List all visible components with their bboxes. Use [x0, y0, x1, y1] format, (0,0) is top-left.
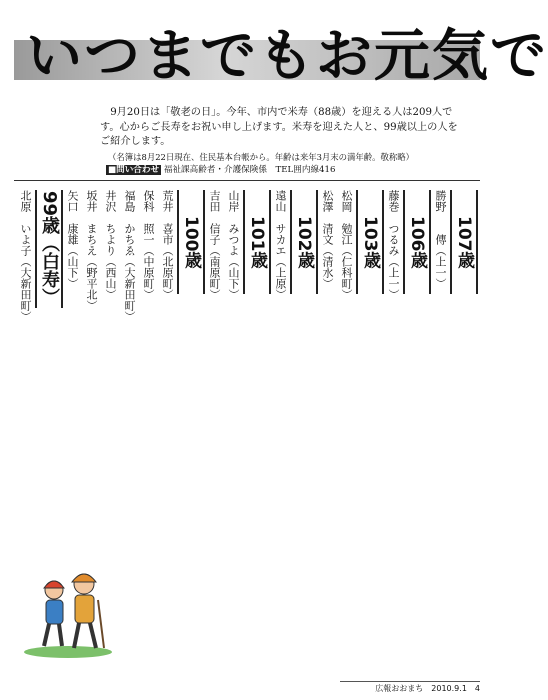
name-column: 吉田 信子（南原町） — [208, 190, 221, 300]
name-column: 遠山 サカエ（上原） — [274, 190, 287, 300]
age-heading: 99歳（白寿） — [35, 190, 63, 308]
name-column: 井沢 ちより（西山） — [104, 190, 117, 300]
age-heading: 100歳 — [177, 190, 205, 294]
name-column: 北原 いよ子（大新田町） — [19, 190, 32, 322]
intro-paragraph: 9月20日は「敬老の日」。今年、市内で米寿（88歳）を迎える人は209人です。心からご長寿をお祝い申し上げます。米寿を迎えた人と、99歳以上の人をご紹介します。 — [100, 107, 458, 148]
footer-divider — [340, 681, 480, 682]
name-column: 藤巻 つるみ（上一） — [387, 190, 400, 300]
age-heading: 103歳 — [356, 190, 384, 294]
age-heading: 101歳 — [243, 190, 271, 294]
title-banner — [14, 14, 548, 100]
name-column: 勝野 傳（上一） — [434, 190, 447, 289]
page-footer: 広報おおまち 2010.9.1 4 — [375, 684, 480, 693]
name-column: 松岡 勉江（仁科町） — [340, 190, 353, 300]
contact-label: ■問い合わせ — [108, 165, 160, 175]
name-column: 山岸 みつよ（山下） — [227, 190, 240, 300]
elderly-couple-illustration — [18, 560, 118, 660]
contact-line — [106, 164, 478, 177]
name-column: 松澤 清文（清水） — [321, 190, 334, 289]
name-column: 保科 照一（中原町） — [142, 190, 155, 300]
age-heading: 102歳 — [290, 190, 318, 294]
name-column: 坂井 まちえ（野平北） — [85, 190, 98, 311]
age-heading: 107歳 — [450, 190, 478, 294]
page-title: いつまでもお元気で — [26, 24, 548, 89]
name-column: 荒井 喜市（北原町） — [161, 190, 174, 300]
contact-text: 福祉課高齢者・介護保険係 TEL囲内線416 — [163, 165, 336, 175]
list-note: （名簿は8月22日現在、住民基本台帳から。年齢は来年3月末の満年齢。敬称略） — [108, 152, 415, 162]
name-column: 福島 かちゑ（大新田町） — [123, 190, 136, 322]
age-heading: 106歳 — [403, 190, 431, 294]
name-column: 矢口 康雄（山下） — [66, 190, 79, 289]
header-divider — [14, 180, 480, 181]
